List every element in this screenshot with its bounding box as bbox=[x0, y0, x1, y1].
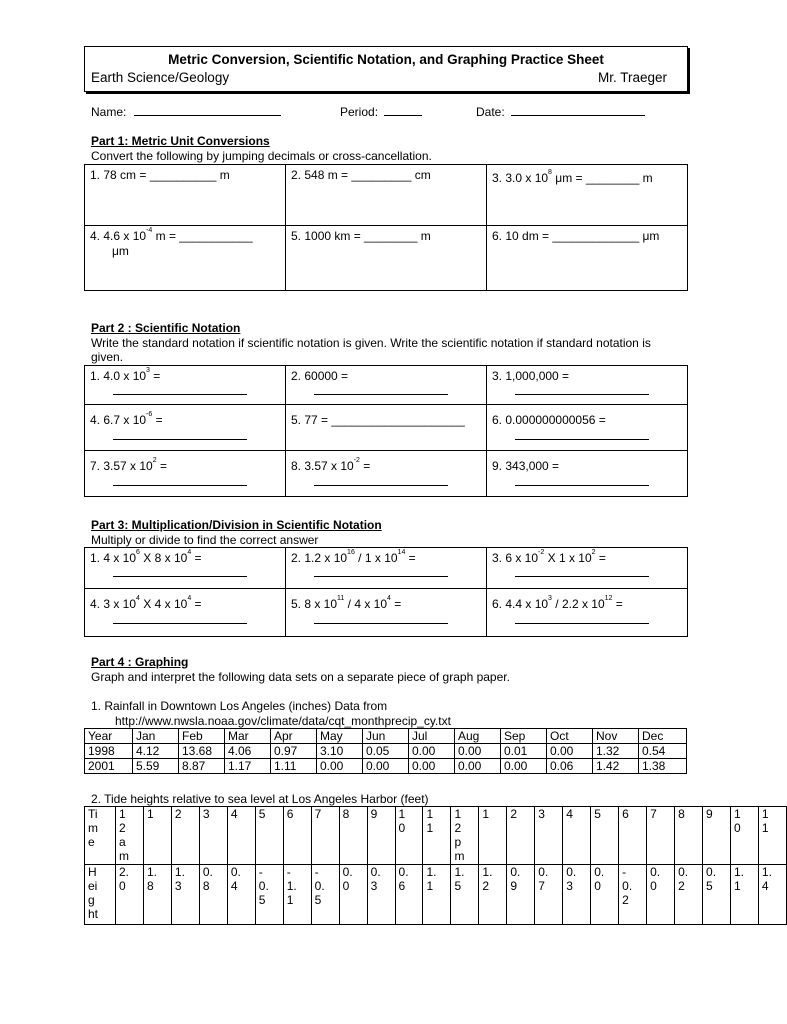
table-cell: 1. 8 bbox=[143, 865, 171, 925]
date-blank[interactable] bbox=[511, 105, 645, 116]
table-cell: 1.42 bbox=[593, 759, 639, 774]
part2-title: Part 2 : Scientific Notation bbox=[91, 321, 241, 335]
table-cell: - 0. 2 bbox=[619, 865, 647, 925]
table-cell: 1. 2 bbox=[479, 865, 507, 925]
table-cell: 1. 1 bbox=[423, 865, 451, 925]
table-cell: 8 bbox=[339, 807, 367, 865]
table-cell: 1. 5 bbox=[451, 865, 479, 925]
table-cell: 1 bbox=[143, 807, 171, 865]
part1-instructions: Convert the following by jumping decimals or cross-cancellation. bbox=[91, 149, 432, 163]
table-cell: 7 bbox=[311, 807, 339, 865]
answer-line[interactable] bbox=[314, 394, 448, 395]
table-cell: 0.00 bbox=[409, 744, 455, 759]
part1-q5[interactable]: 5. 1000 km = ________ m bbox=[286, 226, 487, 291]
table-cell: 0. 4 bbox=[227, 865, 255, 925]
table-cell: 0.54 bbox=[639, 744, 687, 759]
row-label: Ti m e bbox=[85, 807, 116, 865]
teacher-name: Mr. Traeger bbox=[597, 70, 667, 85]
table-cell: 0. 0 bbox=[339, 865, 367, 925]
answer-line[interactable] bbox=[314, 623, 448, 624]
table-cell: Jun bbox=[363, 729, 409, 744]
table-cell: 0. 7 bbox=[535, 865, 563, 925]
part2-q8[interactable]: 8. 3.57 x $10^{-2}$ = bbox=[286, 451, 487, 497]
table-cell: 1 1 bbox=[758, 807, 786, 865]
table-cell: Mar bbox=[225, 729, 271, 744]
table-row bbox=[85, 744, 687, 759]
answer-line[interactable] bbox=[515, 485, 649, 486]
answer-line[interactable] bbox=[515, 576, 649, 577]
part1-q4[interactable]: 4. 4.6 x $10^{-4}$ m = ___________ μm bbox=[85, 226, 286, 291]
table-cell: 1. 4 bbox=[758, 865, 786, 925]
table-cell: - 1. 1 bbox=[283, 865, 311, 925]
table-cell: Aug bbox=[455, 729, 501, 744]
part3-instructions: Multiply or divide to find the correct answer bbox=[91, 533, 319, 547]
table-cell: Jan bbox=[133, 729, 179, 744]
table-cell: 0.00 bbox=[547, 744, 593, 759]
period-blank[interactable] bbox=[384, 105, 422, 116]
table-cell: 1 bbox=[479, 807, 507, 865]
part3-table bbox=[84, 547, 688, 637]
table-cell: 4 bbox=[563, 807, 591, 865]
part3-q3[interactable]: 3. 6 x $10^{-2}$ X 1 x $10^2$ = bbox=[487, 548, 688, 589]
answer-line[interactable] bbox=[113, 394, 247, 395]
period-label: Period: bbox=[340, 105, 379, 119]
table-cell: 1. 1 bbox=[730, 865, 758, 925]
table-cell: 1 0 bbox=[730, 807, 758, 865]
table-cell: Dec bbox=[639, 729, 687, 744]
table-cell: 9 bbox=[703, 807, 731, 865]
name-field[interactable] bbox=[91, 105, 281, 119]
part2-instructions: Write the standard notation if scientific notation is given. Write the scientific notation if standard notation is given. bbox=[91, 336, 651, 364]
part2-q6[interactable]: 6. 0.000000000056 = bbox=[487, 405, 688, 451]
part1-q6[interactable]: 6. 10 dm = _____________ μm bbox=[487, 226, 688, 291]
table-cell: 1.38 bbox=[639, 759, 687, 774]
table-cell: Sep bbox=[501, 729, 547, 744]
table-cell: - 0. 5 bbox=[311, 865, 339, 925]
answer-line[interactable] bbox=[113, 576, 247, 577]
table-cell: 8 bbox=[675, 807, 703, 865]
table-cell: May bbox=[317, 729, 363, 744]
table-cell: 0. 3 bbox=[563, 865, 591, 925]
table-cell: 13.68 bbox=[179, 744, 225, 759]
part4-instructions: Graph and interpret the following data sets on a separate piece of graph paper. bbox=[91, 670, 510, 684]
part1-q3[interactable]: 3. 3.0 x $10^8$ μm = ________ m bbox=[487, 165, 688, 226]
table-cell: 4.06 bbox=[225, 744, 271, 759]
table-cell: 7 bbox=[647, 807, 675, 865]
part1-title: Part 1: Metric Unit Conversions bbox=[91, 134, 270, 148]
table-cell: - 0. 5 bbox=[255, 865, 283, 925]
table-cell: 1998 bbox=[85, 744, 133, 759]
table-cell: 8.87 bbox=[179, 759, 225, 774]
table-cell: 0.00 bbox=[455, 744, 501, 759]
part4-title: Part 4 : Graphing bbox=[91, 655, 189, 669]
table-cell: 3 bbox=[199, 807, 227, 865]
table-cell: Year bbox=[85, 729, 133, 744]
table-header-row bbox=[85, 729, 687, 744]
rainfall-table bbox=[84, 728, 687, 774]
table-cell: 2 bbox=[507, 807, 535, 865]
rainfall-heading: 1. Rainfall in Downtown Los Angeles (inches) Data from bbox=[91, 699, 388, 713]
part1-table bbox=[84, 164, 688, 291]
part2-q7[interactable]: 7. 3.57 x $10^2$ = bbox=[85, 451, 286, 497]
date-label: Date: bbox=[476, 105, 505, 119]
table-cell: 0.00 bbox=[501, 759, 547, 774]
table-cell: Apr bbox=[271, 729, 317, 744]
table-cell: 2 bbox=[171, 807, 199, 865]
table-cell: 0.00 bbox=[317, 759, 363, 774]
table-cell: 0.05 bbox=[363, 744, 409, 759]
table-cell: 3 bbox=[535, 807, 563, 865]
part1-q4-unit: μm bbox=[112, 244, 129, 258]
table-cell: 0. 8 bbox=[199, 865, 227, 925]
table-cell: 0.00 bbox=[363, 759, 409, 774]
answer-line[interactable] bbox=[314, 485, 448, 486]
table-cell: Feb bbox=[179, 729, 225, 744]
table-cell: 1.32 bbox=[593, 744, 639, 759]
table-cell: 6 bbox=[283, 807, 311, 865]
part2-q5[interactable]: 5. 77 = ____________________ bbox=[286, 405, 487, 451]
part2-q9[interactable]: 9. 343,000 = bbox=[487, 451, 688, 497]
table-cell: 6 bbox=[619, 807, 647, 865]
answer-line[interactable] bbox=[314, 576, 448, 577]
table-cell: Nov bbox=[593, 729, 639, 744]
part3-q6[interactable]: 6. 4.4 x $10^3 / 2.2$ x $10^{12}$ = bbox=[487, 589, 688, 637]
table-cell: 2001 bbox=[85, 759, 133, 774]
part2-q1[interactable]: 1. 4.0 x $10^3$ = bbox=[85, 366, 286, 405]
period-field[interactable] bbox=[340, 105, 422, 119]
table-cell: 1 2 a m bbox=[116, 807, 144, 865]
table-cell: 3.10 bbox=[317, 744, 363, 759]
part3-title: Part 3: Multiplication/Division in Scientific Notation bbox=[91, 518, 382, 532]
table-cell: 1 1 bbox=[423, 807, 451, 865]
table-cell: 1.17 bbox=[225, 759, 271, 774]
table-row bbox=[85, 759, 687, 774]
tide-heading: 2. Tide heights relative to sea level at Los Angeles Harbor (feet) bbox=[91, 792, 429, 806]
part2-q4[interactable]: 4. 6.7 x $10^{-6}$ = bbox=[85, 405, 286, 451]
table-cell: Oct bbox=[547, 729, 593, 744]
answer-line[interactable] bbox=[113, 485, 247, 486]
table-cell: 1. 3 bbox=[171, 865, 199, 925]
part2-q3[interactable]: 3. 1,000,000 = bbox=[487, 366, 688, 405]
tide-height-row bbox=[85, 865, 787, 925]
part3-q5[interactable]: 5. 8 x $10^{11} / 4$ x $10^4$ = bbox=[286, 589, 487, 637]
answer-line[interactable] bbox=[113, 439, 247, 440]
part3-q1[interactable]: 1. 4 x $10^6$ X 8 x $10^4$ = bbox=[85, 548, 286, 589]
date-field[interactable] bbox=[476, 105, 645, 119]
table-cell: 0.00 bbox=[409, 759, 455, 774]
part1-q2[interactable]: 2. 548 m = _________ cm bbox=[286, 165, 487, 226]
table-cell: 0.01 bbox=[501, 744, 547, 759]
table-cell: 0.97 bbox=[271, 744, 317, 759]
table-cell: 0. 6 bbox=[395, 865, 423, 925]
table-cell: 5 bbox=[255, 807, 283, 865]
table-cell: 1 0 bbox=[395, 807, 423, 865]
answer-line[interactable] bbox=[515, 439, 649, 440]
table-cell: 5.59 bbox=[133, 759, 179, 774]
rainfall-source-url[interactable]: http://www.nwsla.noaa.gov/climate/data/cqt_monthprecip_cy.txt bbox=[115, 714, 451, 728]
table-cell: 5 bbox=[591, 807, 619, 865]
page-title: Metric Conversion, Scientific Notation, and Graphing Practice Sheet bbox=[168, 52, 604, 67]
tide-time-row bbox=[85, 807, 787, 865]
part2-q2[interactable]: 2. 60000 = bbox=[286, 366, 487, 405]
table-cell: 0. 3 bbox=[367, 865, 395, 925]
part2-table bbox=[84, 365, 688, 497]
table-cell: 0. 9 bbox=[507, 865, 535, 925]
table-cell: Jul bbox=[409, 729, 455, 744]
course-name: Earth Science/Geology bbox=[91, 70, 230, 85]
table-cell: 1.11 bbox=[271, 759, 317, 774]
table-cell: 1 2 p m bbox=[451, 807, 479, 865]
table-cell: 0. 5 bbox=[703, 865, 731, 925]
part3-q2[interactable]: 2. 1.2 x $10^{16} / 1$ x $10^{14}$ = bbox=[286, 548, 487, 589]
part3-q4[interactable]: 4. 3 x $10^4$ X 4 x $10^4$ = bbox=[85, 589, 286, 637]
table-cell: 4 bbox=[227, 807, 255, 865]
table-cell: 2. 0 bbox=[116, 865, 144, 925]
table-cell: 0. 0 bbox=[591, 865, 619, 925]
table-cell: 4.12 bbox=[133, 744, 179, 759]
answer-line[interactable] bbox=[515, 623, 649, 624]
row-label: H ei g ht bbox=[85, 865, 116, 925]
name-blank[interactable] bbox=[134, 105, 281, 116]
name-label: Name: bbox=[91, 105, 127, 119]
table-cell: 0. 2 bbox=[675, 865, 703, 925]
answer-line[interactable] bbox=[113, 623, 247, 624]
table-cell: 9 bbox=[367, 807, 395, 865]
table-cell: 0. 0 bbox=[647, 865, 675, 925]
table-cell: 0.00 bbox=[455, 759, 501, 774]
part1-q1[interactable]: 1. 78 cm = __________ m bbox=[85, 165, 286, 226]
table-cell: 0.06 bbox=[547, 759, 593, 774]
header-box bbox=[84, 46, 688, 92]
tide-table bbox=[84, 806, 787, 925]
answer-line[interactable] bbox=[515, 394, 649, 395]
